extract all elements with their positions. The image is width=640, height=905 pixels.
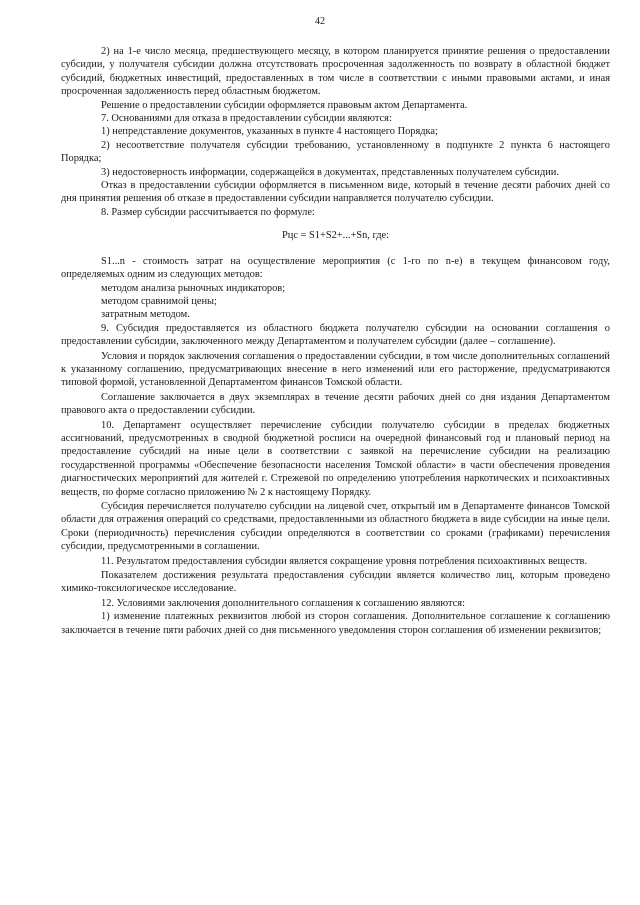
paragraph: 7. Основаниями для отказа в предоставлении субсидии являются: — [101, 113, 392, 125]
paragraph: Условия и порядок заключения соглашения о предоставлении субсидии, в том числе дополнительных соглашений к указанному соглашению, предусматривающих внесение в него изменений или его расторжение, предусматриваются типовой формой, установленной Департаментом финансов Томской области. — [61, 350, 610, 389]
paragraph: Субсидия перечисляется получателю субсидии на лицевой счет, открытый им в Департаменте финансов Томской области для отражения операций со средствами, предоставленными из областного бюджета в виде субсидии на иные цели. Сроки (периодичность) перечисления субсидии определяются в соответствии со сроками (графиками) перечисления субсидии, предусмотренными в соглашении. — [61, 501, 610, 553]
page-number: 42 — [315, 16, 325, 27]
paragraph: 3) недостоверность информации, содержащейся в документах, представленных получателем субсидии. — [101, 166, 559, 178]
paragraph: Показателем достижения результата предоставления субсидии является количество лиц, которым проведено химико-токсилогическое исследование. — [61, 570, 610, 595]
paragraph: 1) изменение платежных реквизитов любой из сторон соглашения. Дополнительное соглашение к соглашению заключается в течение пяти рабочих дней со дня письменного уведомления сторон соглашения об изменении реквизитов; — [61, 611, 610, 636]
paragraph: методом анализа рыночных индикаторов; — [101, 282, 286, 294]
paragraph: затратным методом. — [101, 309, 190, 321]
paragraph: Соглашение заключается в двух экземплярах в течение десяти рабочих дней со дня издания Департаментом правового акта о предоставлении субсидии. — [61, 391, 610, 417]
paragraph: 8. Размер субсидии рассчитывается по формуле: — [101, 206, 315, 218]
paragraph: Решение о предоставлении субсидии оформляется правовым актом Департамента. — [101, 99, 468, 111]
paragraph: 9. Субсидия предоставляется из областного бюджета получателю субсидии на основании соглашения о предоставлении субсидии, заключенного между Департаментом и получателем субсидии (далее – соглашение). — [61, 322, 610, 348]
paragraph: 11. Результатом предоставления субсидии является сокращение уровня потребления психоактивных веществ. — [101, 555, 588, 567]
paragraph: Отказ в предоставлении субсидии оформляется в письменном виде, который в течение десяти рабочих дней со дня принятия решения об отказе в предоставлении субсидии направляется получателю субсидии. — [61, 180, 610, 205]
paragraph: методом сравнимой цены; — [101, 295, 217, 307]
paragraph: 10. Департамент осуществляет перечисление субсидии получателю субсидии в пределах бюджетных ассигнований, предусмотренных в сводной бюджетной росписи на очередной финансовый год и плановый период на предоставление субсидий на иные цели в соответствии с заявкой на перечисление субсидии на реализацию государственной программы «Обеспечение безопасности населения Томской области» в части обеспечения проведения диагностических мероприятий для жителей г. Стрежевой по определению употребления наркотических и психоактивных веществ, по форме согласно приложению № 2 к настоящему Порядку. — [61, 419, 610, 498]
paragraph: 2) на 1-е число месяца, предшествующего месяцу, в котором планируется принятие решения о предоставлении субсидии, у получателя субсидии должна отсутствовать просроченная задолженность по возврату в областной бюджет субсидий, бюджетных инвестиций, предоставленных в том числе в соответствии с иными правовыми актами, и иная просроченная задолженность перед областным бюджетом. — [61, 46, 610, 98]
paragraph: S1...n - стоимость затрат на осуществление мероприятия (с 1-го по n-е) в текущем финансовом году, определяемых одним из следующих методов: — [61, 255, 610, 281]
document-body — [61, 45, 610, 637]
paragraph: 1) непредставление документов, указанных в пункте 4 настоящего Порядка; — [101, 126, 438, 138]
paragraph: 2) несоответствие получателя субсидии требованию, установленному в подпункте 2 пункта 6 настоящего Порядка; — [61, 139, 610, 165]
paragraph: 12. Условиями заключения дополнительного соглашения к соглашению являются: — [101, 597, 465, 609]
subsidy-formula: Рцс = S1+S2+...+Sn, где: — [281, 230, 390, 242]
